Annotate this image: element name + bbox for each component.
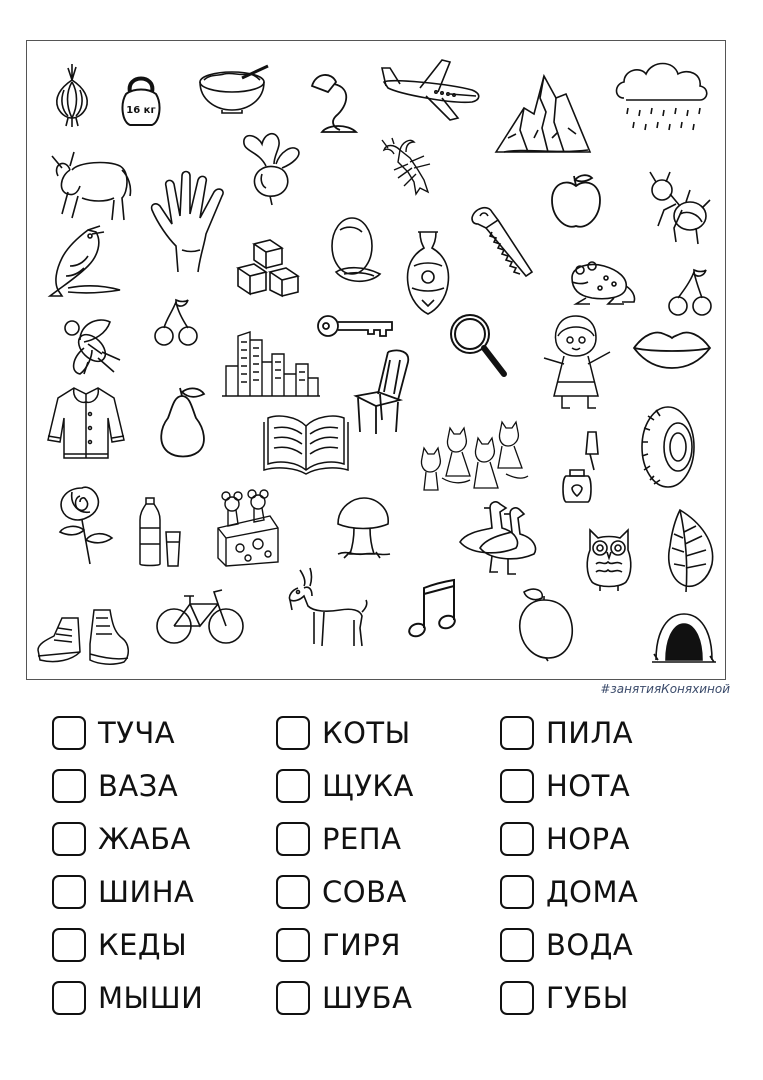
checkbox[interactable] — [276, 981, 310, 1015]
word-label: ЖАБА — [98, 822, 191, 856]
rose-icon — [52, 484, 116, 566]
open-book-icon — [262, 412, 350, 476]
checkbox[interactable] — [276, 822, 310, 856]
word-label: СОВА — [322, 875, 407, 909]
music-note-icon — [408, 578, 458, 642]
cherries-icon — [664, 268, 716, 318]
ant-icon — [640, 170, 712, 246]
word-item[interactable] — [276, 871, 486, 911]
apple-icon — [548, 172, 604, 232]
pike-fish-icon — [48, 226, 122, 298]
checkbox[interactable] — [52, 981, 86, 1015]
checkbox[interactable] — [500, 928, 534, 962]
checkbox[interactable] — [276, 769, 310, 803]
fly-icon — [58, 314, 128, 378]
word-label: РЕПА — [322, 822, 402, 856]
word-label: ДОМА — [546, 875, 639, 909]
checkbox[interactable] — [500, 716, 534, 750]
tire-icon — [638, 404, 702, 490]
checkbox[interactable] — [276, 928, 310, 962]
word-label: НОТА — [546, 769, 631, 803]
vase-icon — [404, 230, 452, 316]
cherries-icon — [150, 298, 202, 348]
city-buildings-icon — [220, 326, 322, 398]
burrow-icon — [650, 610, 718, 666]
checkbox[interactable] — [52, 928, 86, 962]
checkbox[interactable] — [52, 769, 86, 803]
word-label: ТУЧА — [98, 716, 176, 750]
mice-cheese-icon — [214, 488, 282, 568]
kettlebell-label: 16 кг — [126, 105, 156, 116]
checkbox[interactable] — [500, 769, 534, 803]
checkbox[interactable] — [52, 822, 86, 856]
owl-icon — [582, 526, 636, 592]
airplane-icon — [380, 54, 484, 124]
word-label: КЕДЫ — [98, 928, 188, 962]
checkbox[interactable] — [276, 875, 310, 909]
mushroom-icon — [334, 496, 392, 560]
checkbox[interactable] — [52, 716, 86, 750]
word-item[interactable] — [276, 977, 486, 1017]
sugar-cubes-icon — [236, 240, 300, 298]
water-bottle-icon — [138, 496, 184, 568]
leaf-icon — [666, 508, 716, 594]
word-label: ГУБЫ — [546, 981, 629, 1015]
geese-icon — [456, 498, 538, 576]
word-item[interactable] — [52, 924, 262, 964]
checkbox[interactable] — [500, 875, 534, 909]
word-item[interactable] — [500, 871, 710, 911]
word-item[interactable] — [500, 924, 710, 964]
hand-icon — [148, 170, 230, 276]
checkbox[interactable] — [276, 716, 310, 750]
word-item[interactable] — [52, 977, 262, 1017]
fur-coat-icon — [44, 384, 128, 462]
lips-icon — [632, 326, 712, 370]
bull-icon — [48, 146, 132, 224]
saw-icon — [470, 202, 534, 278]
word-label: ВОДА — [546, 928, 634, 962]
magnifier-icon — [448, 312, 508, 378]
desk-lamp-icon — [308, 70, 364, 140]
beet-icon — [238, 130, 304, 206]
word-label: КОТЫ — [322, 716, 411, 750]
word-item[interactable] — [500, 818, 710, 858]
word-label: ГИРЯ — [322, 928, 402, 962]
key-icon — [316, 312, 394, 340]
cats-icon — [412, 418, 530, 496]
crayfish-icon — [380, 138, 438, 198]
word-label: ЩУКА — [322, 769, 414, 803]
pear-icon — [154, 386, 212, 460]
word-item[interactable] — [276, 818, 486, 858]
nail-polish-icon — [560, 430, 608, 504]
porridge-bowl-icon — [196, 64, 274, 114]
word-label: ПИЛА — [546, 716, 634, 750]
word-item[interactable] — [276, 765, 486, 805]
word-label: ШИНА — [98, 875, 195, 909]
word-item[interactable] — [52, 818, 262, 858]
mountain-icon — [494, 68, 592, 158]
melon-icon — [326, 212, 382, 286]
word-item[interactable] — [500, 977, 710, 1017]
word-item[interactable] — [52, 765, 262, 805]
lemon-icon — [514, 584, 578, 662]
watermark: #занятияКоняхиной — [600, 682, 730, 696]
bicycle-icon — [154, 584, 246, 646]
chair-icon — [354, 348, 412, 436]
kettlebell-icon — [118, 70, 164, 128]
checkbox[interactable] — [500, 981, 534, 1015]
word-item[interactable] — [500, 765, 710, 805]
word-label: МЫШИ — [98, 981, 204, 1015]
word-item[interactable] — [276, 712, 486, 752]
frog-icon — [566, 258, 638, 306]
rain-cloud-icon — [614, 58, 710, 138]
checkbox[interactable] — [500, 822, 534, 856]
word-label: НОРА — [546, 822, 630, 856]
word-item[interactable] — [52, 712, 262, 752]
checkbox[interactable] — [52, 875, 86, 909]
word-label: ШУБА — [322, 981, 413, 1015]
word-label: ВАЗА — [98, 769, 179, 803]
onion-icon — [50, 62, 94, 128]
goat-icon — [284, 566, 370, 650]
sneakers-icon — [32, 604, 132, 670]
girl-masha-icon — [540, 312, 614, 412]
word-item[interactable] — [276, 924, 486, 964]
word-item[interactable] — [52, 871, 262, 911]
word-item[interactable] — [500, 712, 710, 752]
